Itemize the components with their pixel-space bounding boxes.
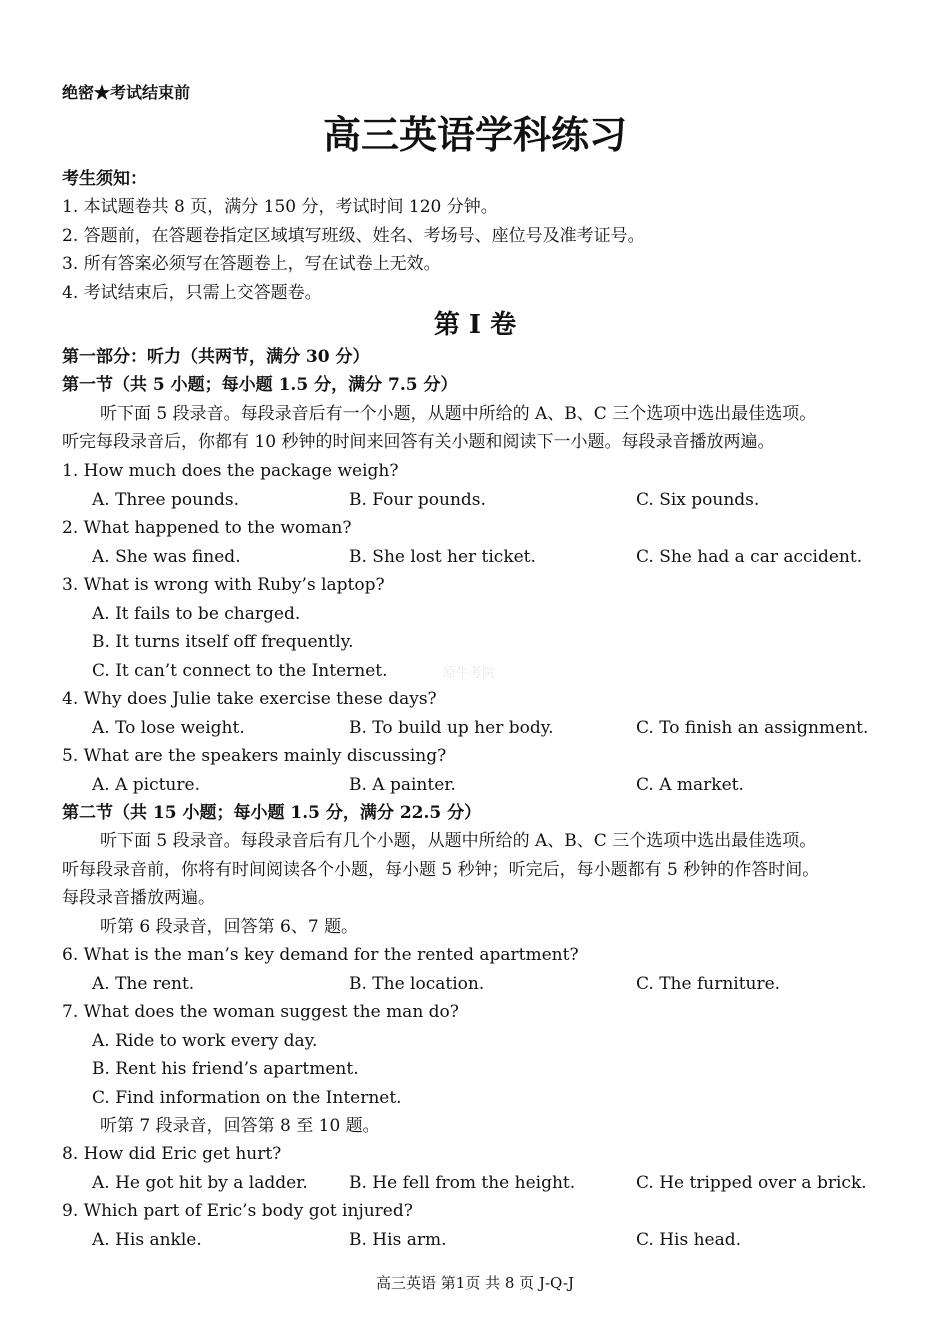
question-9: 9. Which part of Eric’s body got injured? — [62, 1201, 413, 1221]
option-a: A. The rent. — [92, 974, 195, 994]
notice-heading: 考生须知： — [62, 169, 147, 189]
notice-item: 3. 所有答案必须写在答题卷上，写在试卷上无效。 — [62, 254, 441, 274]
option-a: A. It fails to be charged. — [92, 604, 301, 624]
question-7: 7. What does the woman suggest the man do? — [62, 1002, 459, 1022]
notice-item: 2. 答题前，在答题卷指定区域填写班级、姓名、考场号、座位号及准考证号。 — [62, 226, 645, 246]
notice-item: 4. 考试结束后，只需上交答题卷。 — [62, 283, 322, 303]
question-8: 8. How did Eric get hurt? — [62, 1144, 282, 1164]
question-4: 4. Why does Julie take exercise these days? — [62, 689, 437, 709]
option-a: A. Three pounds. — [92, 490, 240, 510]
option-c: C. Find information on the Internet. — [92, 1088, 402, 1108]
option-c: C. She had a car accident. — [636, 547, 863, 567]
question-3: 3. What is wrong with Ruby’s laptop? — [62, 575, 385, 595]
option-c: C. A market. — [636, 775, 744, 795]
option-a: A. To lose weight. — [92, 718, 245, 738]
section2-heading: 第二节（共 15 小题；每小题 1.5 分，满分 22.5 分） — [62, 803, 482, 823]
option-c: C. He tripped over a brick. — [636, 1173, 867, 1193]
option-b: B. It turns itself off frequently. — [92, 632, 354, 652]
option-b: B. He fell from the height. — [349, 1173, 576, 1193]
volume-heading: 第 I 卷 — [433, 310, 517, 340]
option-a: A. A picture. — [92, 775, 200, 795]
option-b: B. She lost her ticket. — [349, 547, 536, 567]
option-a: A. He got hit by a ladder. — [92, 1173, 308, 1193]
question-5: 5. What are the speakers mainly discussing? — [62, 746, 447, 766]
audio-note-6: 听第 6 段录音，回答第 6、7 题。 — [100, 917, 359, 937]
part1-heading: 第一部分：听力（共两节，满分 30 分） — [62, 347, 370, 367]
option-c: C. It can’t connect to the Internet. — [92, 661, 388, 681]
watermark: 原牛考院 — [443, 666, 496, 681]
section1-heading: 第一节（共 5 小题；每小题 1.5 分，满分 7.5 分） — [62, 375, 458, 395]
option-b: B. Four pounds. — [349, 490, 486, 510]
question-2: 2. What happened to the woman? — [62, 518, 352, 538]
page-footer: 高三英语 第1页 共 8 页 J-Q-J — [376, 1274, 574, 1292]
option-c: C. His head. — [636, 1230, 742, 1250]
option-b: B. A painter. — [349, 775, 456, 795]
section2-instruction: 听每段录音前，你将有时间阅读各个小题，每小题 5 秒钟；听完后，每小题都有 5 秒钟的作答时间。 — [62, 860, 820, 880]
page-title: 高三英语学科练习 — [322, 112, 627, 157]
notice-item: 1. 本试题卷共 8 页，满分 150 分，考试时间 120 分钟。 — [62, 197, 498, 217]
confidential-label: 绝密★考试结束前 — [62, 83, 191, 102]
option-a: A. His ankle. — [92, 1230, 202, 1250]
option-b: B. The location. — [349, 974, 485, 994]
audio-note-7: 听第 7 段录音，回答第 8 至 10 题。 — [100, 1116, 380, 1136]
option-a: A. Ride to work every day. — [92, 1031, 318, 1051]
option-b: B. Rent his friend’s apartment. — [92, 1059, 359, 1079]
section1-instruction: 听下面 5 段录音。每段录音后有一个小题，从题中所给的 A、B、C 三个选项中选出最佳选项。 — [100, 404, 817, 424]
option-c: C. To finish an assignment. — [636, 718, 869, 738]
option-b: B. To build up her body. — [349, 718, 554, 738]
question-6: 6. What is the man’s key demand for the rented apartment? — [62, 945, 579, 965]
section1-instruction: 听完每段录音后，你都有 10 秒钟的时间来回答有关小题和阅读下一小题。每段录音播放两遍。 — [62, 432, 775, 452]
question-1: 1. How much does the package weigh? — [62, 461, 399, 481]
option-c: C. Six pounds. — [636, 490, 760, 510]
option-c: C. The furniture. — [636, 974, 781, 994]
option-b: B. His arm. — [349, 1230, 447, 1250]
option-a: A. She was fined. — [92, 547, 241, 567]
section2-instruction: 每段录音播放两遍。 — [62, 888, 215, 908]
section2-instruction: 听下面 5 段录音。每段录音后有几个小题，从题中所给的 A、B、C 三个选项中选出最佳选项。 — [100, 831, 817, 851]
